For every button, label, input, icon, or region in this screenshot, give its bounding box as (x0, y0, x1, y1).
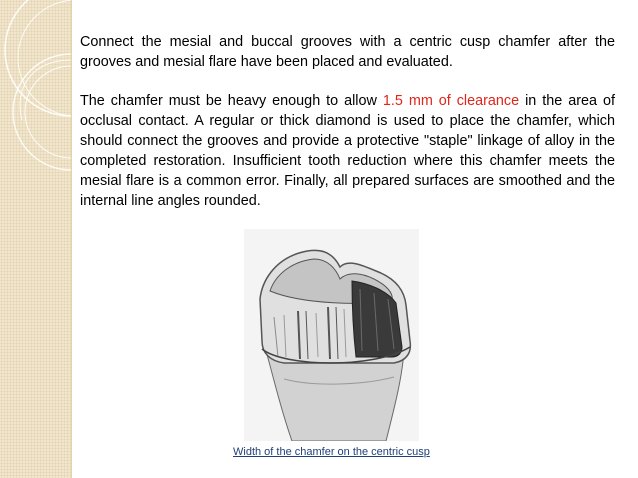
paragraph-2-before: The chamfer must be heavy enough to allow (80, 93, 383, 109)
swirl-ornament (0, 0, 71, 478)
decorative-sidebar (0, 0, 72, 478)
paragraph-1: Connect the mesial and buccal grooves with a centric cusp chamfer after the grooves and mesial flare have been placed and evaluated. (80, 34, 615, 70)
paragraph-2 (80, 91, 615, 211)
figure-caption-link[interactable]: Width of the chamfer on the centric cusp (233, 446, 430, 458)
tooth-illustration (244, 229, 419, 441)
paragraph-2-after: in the area of occlusal contact. A regular or thick diamond is used to place the chamfer, which should connect the grooves and provide a protective "staple" linkage of alloy in the completed restoration. Insufficient tooth reduction where this chamfer meets the mesial flare is a common error. Finally, all prepared surfaces are smoothed and the internal line angles rounded. (80, 93, 615, 209)
clearance-highlight: 1.5 mm of clearance (382, 93, 520, 109)
slide-body (80, 32, 615, 211)
